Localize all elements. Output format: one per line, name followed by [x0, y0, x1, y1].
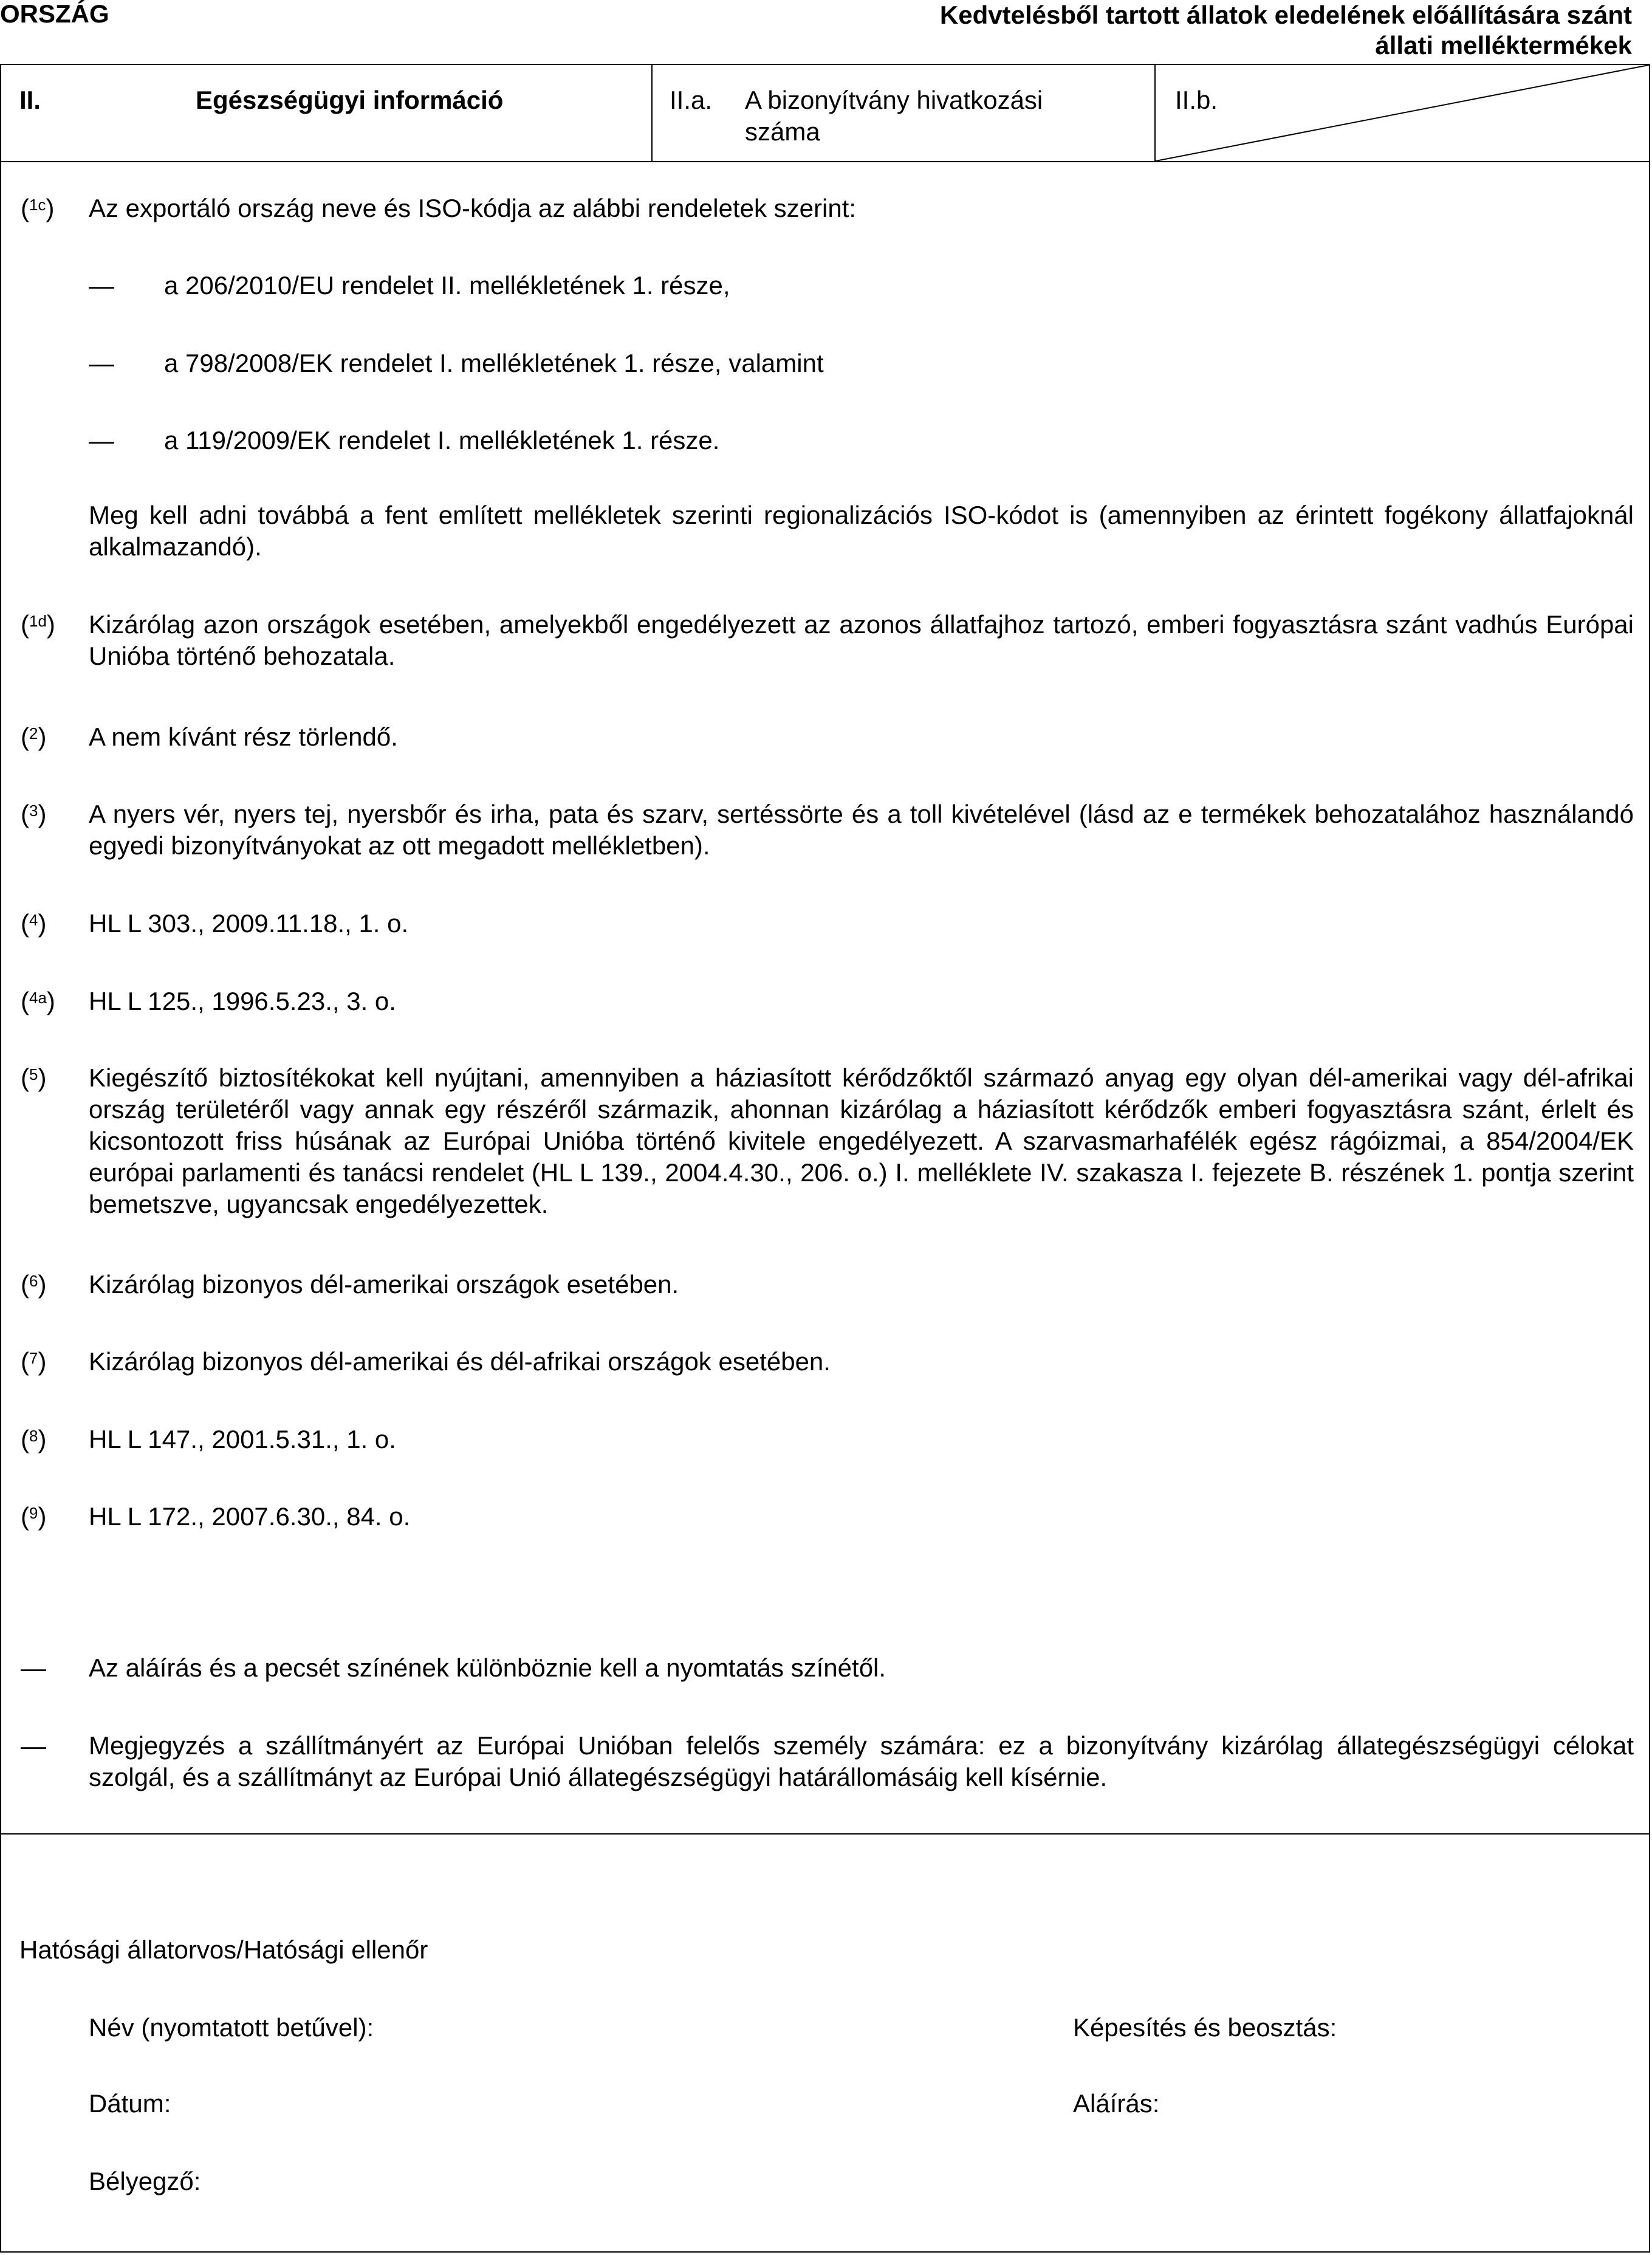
footnote-text: HL L 125., 1996.5.23., 3. o.	[89, 987, 396, 1015]
list-item: a 798/2008/EK rendelet I. mellékletének 1. része, valamint	[164, 349, 824, 377]
footnote-text: Az exportáló ország neve és ISO-kódja az alábbi rendeletek szerint:	[89, 194, 857, 222]
reference-label	[745, 84, 1043, 148]
note-dash: —	[21, 1731, 46, 1760]
iib-code: II.b.	[1175, 86, 1218, 114]
official-signature-block	[1, 1833, 1649, 2195]
list-item: a 206/2010/EU rendelet II. mellékletének 1. része,	[164, 271, 730, 300]
name-label: Név (nyomtatott betűvel):	[89, 2013, 374, 2042]
official-heading: Hatósági állatorvos/Hatósági ellenőr	[19, 1935, 428, 1964]
note-dash: —	[21, 1653, 46, 1682]
section-title-cell	[1, 65, 653, 161]
signature-label: Aláírás:	[1073, 2089, 1160, 2118]
reference-code: II.a.	[670, 86, 713, 114]
footnote-marker: ($^7$)	[21, 1347, 47, 1376]
section-title: Egészségügyi információ	[196, 86, 504, 114]
footnote-text: HL L 303., 2009.11.18., 1. o.	[89, 909, 409, 938]
footnote-text: HL L 172., 2007.6.30., 84. o.	[89, 1502, 411, 1531]
footnote-text: HL L 147., 2001.5.31., 1. o.	[89, 1425, 396, 1454]
list-dash: —	[89, 349, 114, 377]
country-label: ORSZÁG	[0, 0, 109, 28]
diagonal-line	[1156, 65, 1649, 161]
footnote-marker: ($^4$)	[21, 909, 47, 938]
footnote-marker: ($^{1d}$)	[21, 610, 55, 639]
footnote-marker: ($^8$)	[21, 1425, 47, 1454]
note-text: Az aláírás és a pecsét színének különböznie kell a nyomtatás színétől.	[89, 1653, 886, 1682]
iib-cell	[1156, 65, 1649, 161]
footnote-marker: ($^{1c}$)	[21, 194, 55, 222]
note-text: Megjegyzés a szállítmányért az Európai Unióban felelős személy számára: ez a bizonyítvány kizárólag állategészségügyi célokat szolgál, és a szállítmányt az Európai Unió állategészségügyi határállomásáig kell kísérnie.	[89, 1731, 1634, 1791]
footnote-marker: ($^6$)	[21, 1270, 47, 1299]
footnote-text: Meg kell adni továbbá a fent említett mellékletek szerinti regionalizációs ISO-kódot is (amennyiben az érintett fogékony állatfajoknál alkalmazandó).	[89, 501, 1634, 561]
list-item: a 119/2009/EK rendelet I. mellékletének 1. része.	[164, 426, 720, 455]
stamp-label: Bélyegző:	[89, 2167, 201, 2195]
footnote-marker: ($^{4a}$)	[21, 987, 55, 1015]
qualification-label: Képesítés és beosztás:	[1073, 2013, 1337, 2042]
footnote-text: A nem kívánt rész törlendő.	[89, 722, 398, 751]
reference-label-line2: száma	[745, 117, 820, 146]
section-number: II.	[19, 86, 41, 114]
footnote-marker: ($^2$)	[21, 722, 47, 751]
list-dash: —	[89, 271, 114, 300]
document-title-line2: állati melléktermékek	[1375, 31, 1632, 60]
footnote-text: Kiegészítő biztosítékokat kell nyújtani, amennyiben a háziasított kérődzőktől származó anyag egy olyan dél-amerikai vagy dél-afrikai ország területéről vagy annak egy részéről származik, ahonnan kizárólag a háziasított kérődzők emberi fogyasztásra szánt, érlelt és kicsontozott friss húsának az Európai Unióba történő kivitele engedélyezett. A szarvasmarhafélék egész rágóizmai, a 854/2004/EK európai parlamenti és tanácsi rendelet (HL L 139., 2004.4.30., 206. o.) I. melléklete IV. szakasza I. fejezete B. részének 1. pontja szerint bemetszve, ugyancsak engedélyezettek.	[89, 1063, 1634, 1218]
footnote-text: Kizárólag bizonyos dél-amerikai és dél-afrikai országok esetében.	[89, 1347, 831, 1376]
footnote-text: A nyers vér, nyers tej, nyersbőr és irha, pata és szarv, sertéssörte és a toll kivételével (lásd az e termékek behozatalához használandó egyedi bizonyítványokat az ott megadott mellékletben).	[89, 800, 1634, 860]
footnote-marker: ($^3$)	[21, 800, 47, 828]
footnote-marker: ($^5$)	[21, 1063, 47, 1092]
footnote-text: Kizárólag azon országok esetében, amelyekből engedélyezett az azonos állatfajhoz tartozó, emberi fogyasztásra szánt vadhús Európai Unióba történő behozatala.	[89, 610, 1634, 670]
reference-number-cell	[653, 65, 1156, 161]
footnote-text: Kizárólag bizonyos dél-amerikai országok esetében.	[89, 1270, 679, 1299]
certificate-frame	[0, 64, 1650, 2253]
footnote-marker: ($^9$)	[21, 1502, 47, 1531]
document-title-line1: Kedvtelésből tartott állatok eledelének előállítására szánt	[939, 1, 1632, 29]
date-label: Dátum:	[89, 2089, 171, 2118]
list-dash: —	[89, 426, 114, 455]
page-header	[0, 0, 1652, 64]
document-title	[781, 0, 1632, 61]
reference-label-line1: A bizonyítvány hivatkozási	[745, 86, 1043, 114]
section-header-row	[1, 65, 1649, 162]
